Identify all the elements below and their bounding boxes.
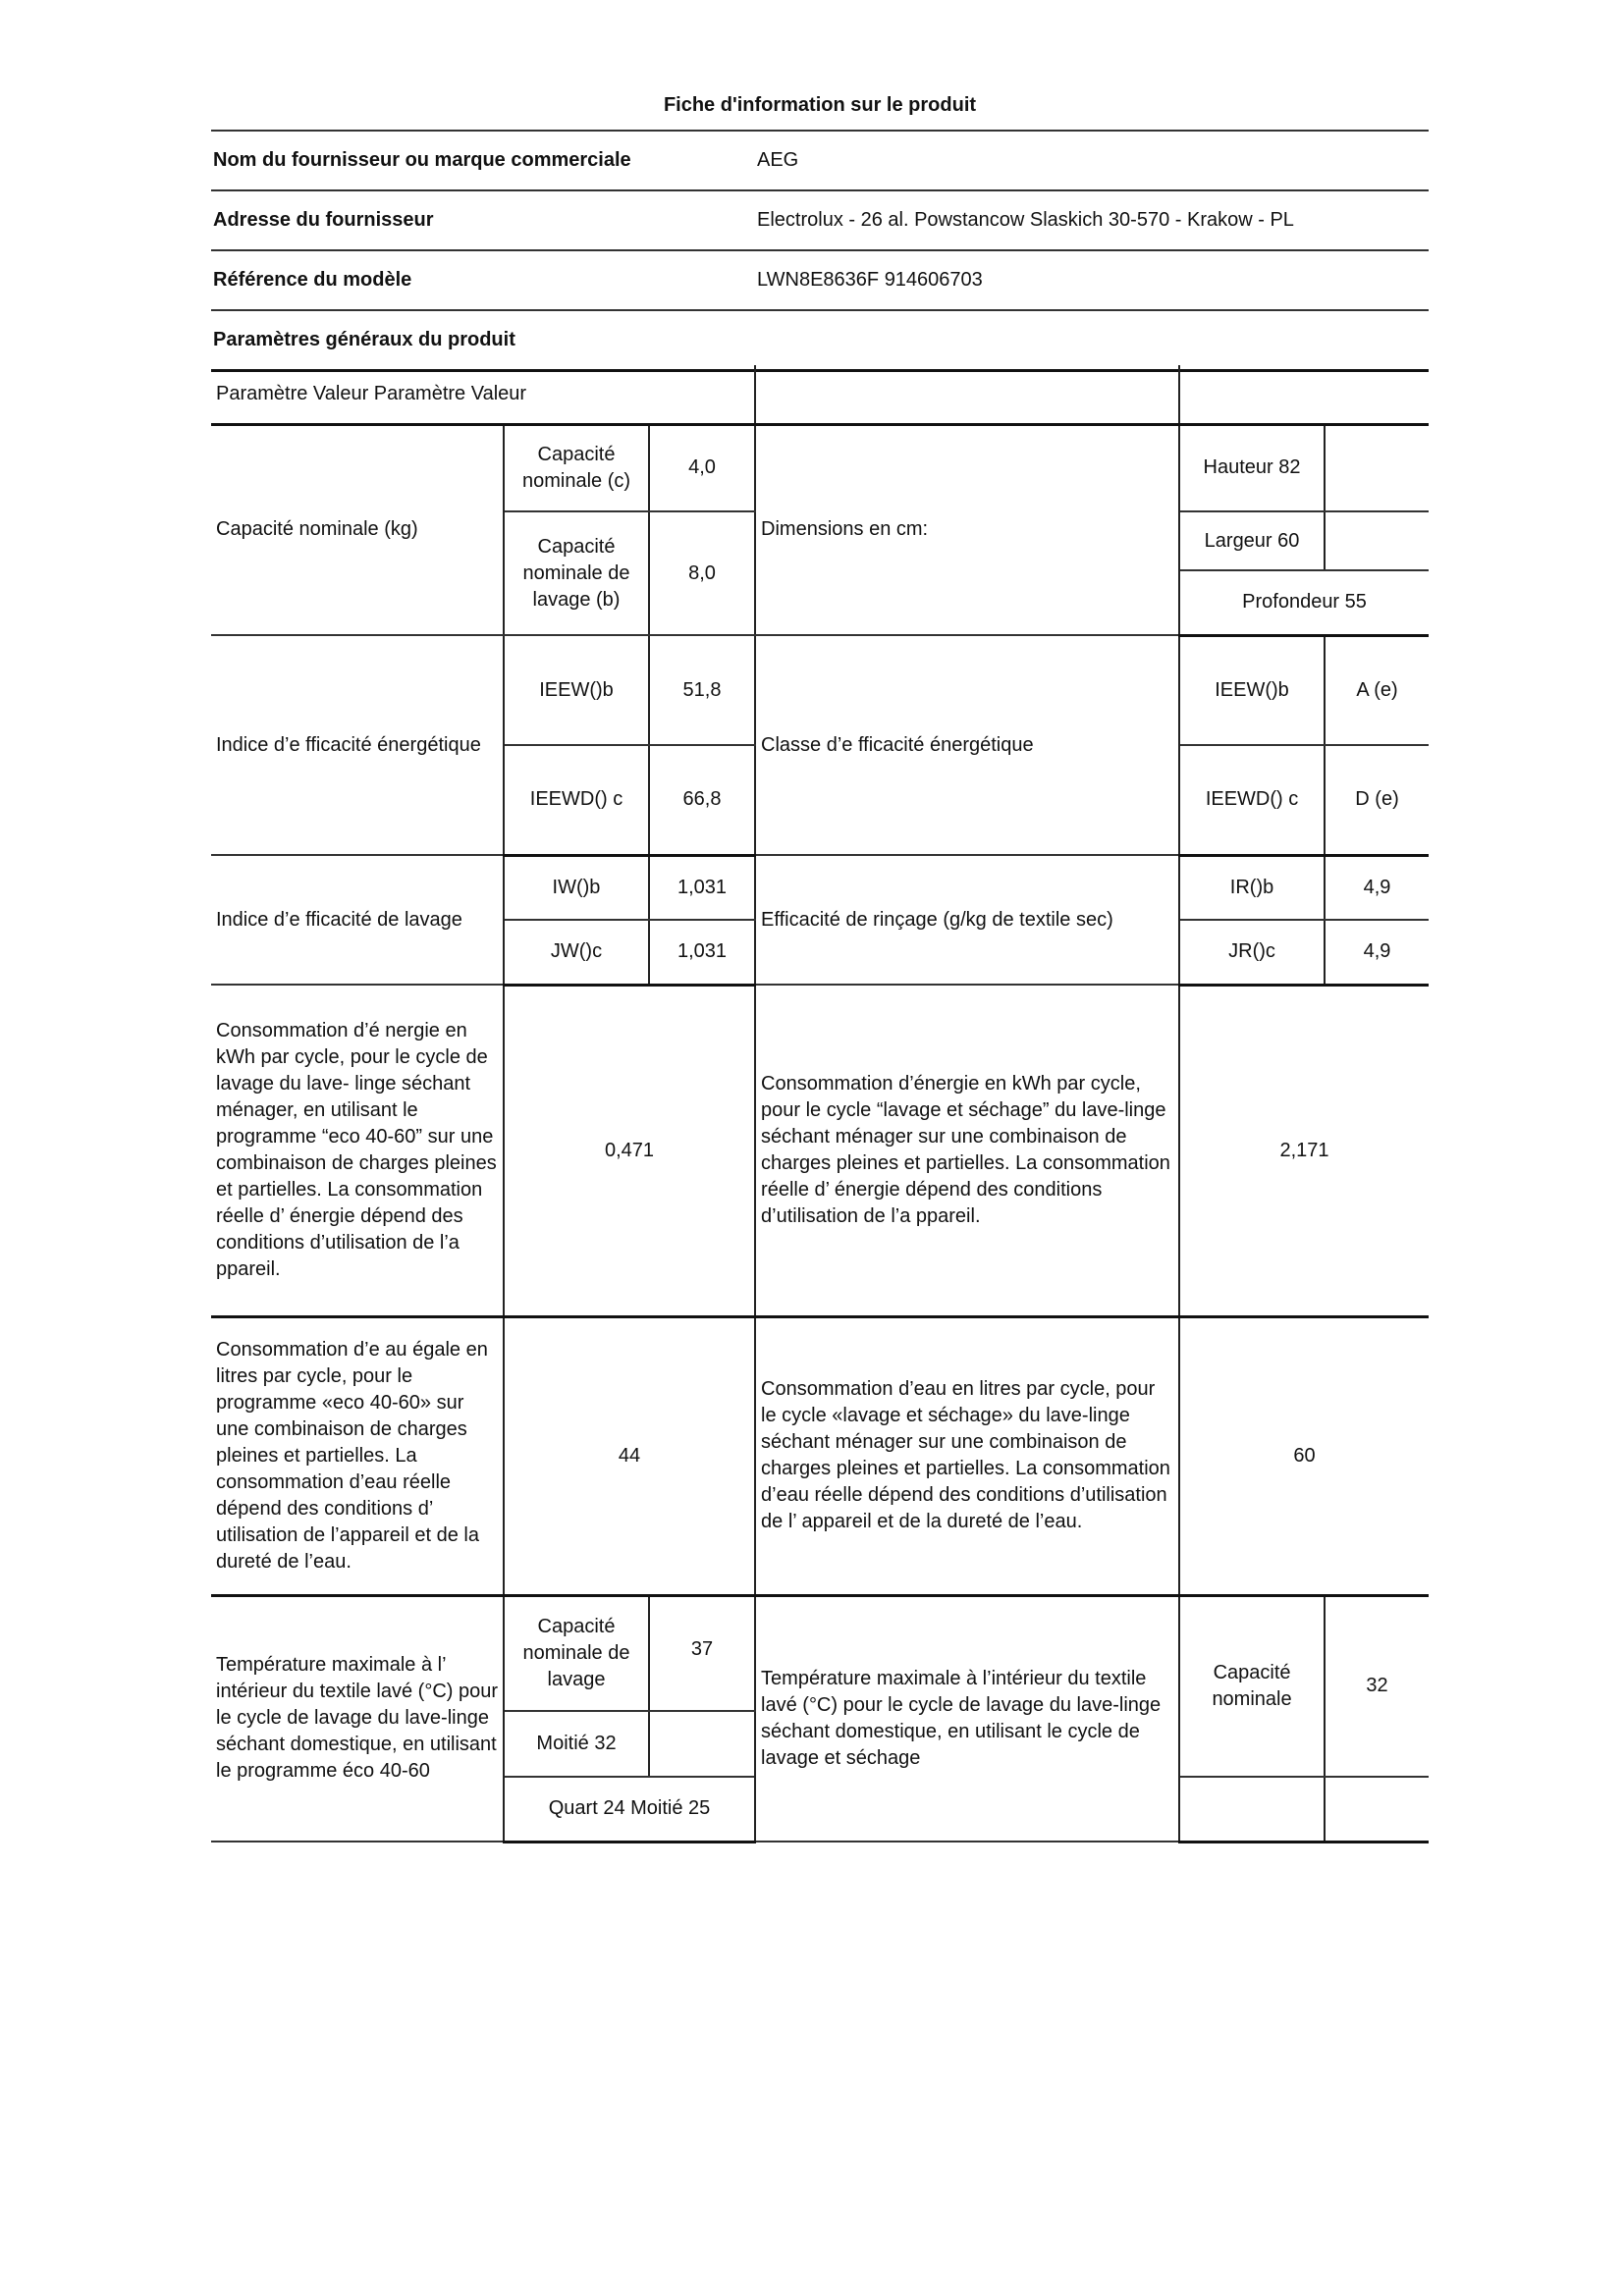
ieew-value: 51,8 (649, 635, 755, 745)
parameters-table (211, 365, 1429, 1843)
iw-label: IW()b (504, 855, 649, 920)
nominal-capacity-label: Capacité nominale (c) (504, 424, 649, 511)
temp-nominal-label: Capacité nominale de lavage (504, 1595, 649, 1711)
dimension-height-empty (1325, 424, 1429, 511)
dimension-depth: Profondeur 55 (1179, 570, 1429, 635)
dimension-height: Hauteur 82 (1179, 424, 1325, 511)
supplier-row (211, 131, 1429, 190)
temp-quarter-label: Quart 24 Moitié 25 (504, 1777, 755, 1842)
class-wd-value: D (e) (1325, 745, 1429, 855)
column-header-empty (1179, 365, 1429, 424)
jw-label: JW()c (504, 920, 649, 985)
column-header: Paramètre Valeur Paramètre Valeur (211, 365, 755, 424)
temp-quarter-empty (1325, 1777, 1429, 1842)
energy-index-row (211, 635, 1429, 745)
temperature-row (211, 1595, 1429, 1711)
nominal-capacity-value: 4,0 (649, 424, 755, 511)
address-value: Electrolux - 26 al. Powstancow Slaskich 30-570 - Krakow - PL (755, 190, 1429, 250)
ieewd-label: IEEWD() c (504, 745, 649, 855)
supplier-value: AEG (755, 131, 1429, 190)
temp-half-label: Moitié 32 (504, 1711, 649, 1777)
ir-label: IR()b (1179, 855, 1325, 920)
temperature-wd-label: Température maximale à l’intérieur du textile lavé (°C) pour le cycle de lavage du lave-linge séchant domestique, en utilisant le cycle de lavage et séchage (755, 1595, 1179, 1842)
model-value: LWN8E8636F 914606703 (755, 250, 1429, 310)
section-label: Paramètres généraux du produit (211, 310, 1429, 371)
energy-index-label: Indice d’e fficacité énergétique (211, 635, 504, 855)
capacity-label: Capacité nominale (kg) (211, 424, 504, 635)
ieew-label: IEEW()b (504, 635, 649, 745)
column-header-row (211, 365, 1429, 424)
jr-value: 4,9 (1325, 920, 1429, 985)
rinse-efficiency-label: Efficacité de rinçage (g/kg de textile sec) (755, 855, 1179, 985)
energy-consumption-wd-label: Consommation d’énergie en kWh par cycle, pour le cycle “lavage et séchage” du lave-linge séchant ménager sur une combinaison de charges pleines et partielles. La consommation réelle d’ énergie dépend des conditions d’utilisation de l’a ppareil. (755, 985, 1179, 1316)
temp-quarter-empty (1179, 1777, 1325, 1842)
temperature-label: Température maximale à l’ intérieur du textile lavé (°C) pour le cycle de lavage du lave-linge séchant domestique, en utilisant le programme éco 40-60 (211, 1595, 504, 1842)
supplier-label: Nom du fournisseur ou marque commerciale (211, 131, 755, 190)
wash-index-label: Indice d’e fficacité de lavage (211, 855, 504, 985)
wash-capacity-label: Capacité nominale de lavage (b) (504, 511, 649, 635)
model-label: Référence du modèle (211, 250, 755, 310)
temp-wd-capacity-label: Capacité nominale (1179, 1595, 1325, 1777)
ir-value: 4,9 (1325, 855, 1429, 920)
capacity-row (211, 424, 1429, 511)
address-label: Adresse du fournisseur (211, 190, 755, 250)
address-row (211, 190, 1429, 250)
water-consumption-wd-label: Consommation d’eau en litres par cycle, pour le cycle «lavage et séchage» du lave-linge séchant ménager sur une combinaison de charges pleines et partielles. La consommation d’eau réelle dépend des conditions d’utilisation de l’ appareil et de la dureté de l’eau. (755, 1316, 1179, 1595)
energy-consumption-label: Consommation d’é nergie en kWh par cycle, pour le cycle de lavage du lave- linge séchant ménager, en utilisant le programme “eco 40-60” sur une combinaison de charges pleines et partielles. La consommation réelle d’ énergie dépend des conditions d’utilisation de l’a ppareil. (211, 985, 504, 1316)
water-consumption-value: 44 (504, 1316, 755, 1595)
model-row (211, 250, 1429, 310)
energy-consumption-value: 0,471 (504, 985, 755, 1316)
energy-consumption-wd-value: 2,171 (1179, 985, 1429, 1316)
temp-wd-capacity-value: 32 (1325, 1595, 1429, 1777)
wash-capacity-value: 8,0 (649, 511, 755, 635)
section-row (211, 310, 1429, 371)
dimension-width-empty (1325, 511, 1429, 570)
water-consumption-label: Consommation d’e au égale en litres par cycle, pour le programme «eco 40-60» sur une combinaison de charges pleines et partielles. La consommation d’eau réelle dépend des conditions d’ utilisation de l’appareil et de la dureté de l’eau. (211, 1316, 504, 1595)
supplier-header-table (211, 130, 1429, 372)
energy-class-label: Classe d’e fficacité énergétique (755, 635, 1179, 855)
class-w-value: A (e) (1325, 635, 1429, 745)
jw-value: 1,031 (649, 920, 755, 985)
dimensions-label: Dimensions en cm: (755, 424, 1179, 635)
energy-consumption-row (211, 985, 1429, 1316)
class-w-label: IEEW()b (1179, 635, 1325, 745)
water-consumption-wd-value: 60 (1179, 1316, 1429, 1595)
dimension-width: Largeur 60 (1179, 511, 1325, 570)
class-wd-label: IEEWD() c (1179, 745, 1325, 855)
column-header-empty (755, 365, 1179, 424)
iw-value: 1,031 (649, 855, 755, 920)
jr-label: JR()c (1179, 920, 1325, 985)
wash-index-row (211, 855, 1429, 920)
temp-nominal-value: 37 (649, 1595, 755, 1711)
temp-half-empty (649, 1711, 755, 1777)
ieewd-value: 66,8 (649, 745, 755, 855)
page-title: Fiche d'information sur le produit (663, 94, 977, 116)
water-consumption-row (211, 1316, 1429, 1595)
